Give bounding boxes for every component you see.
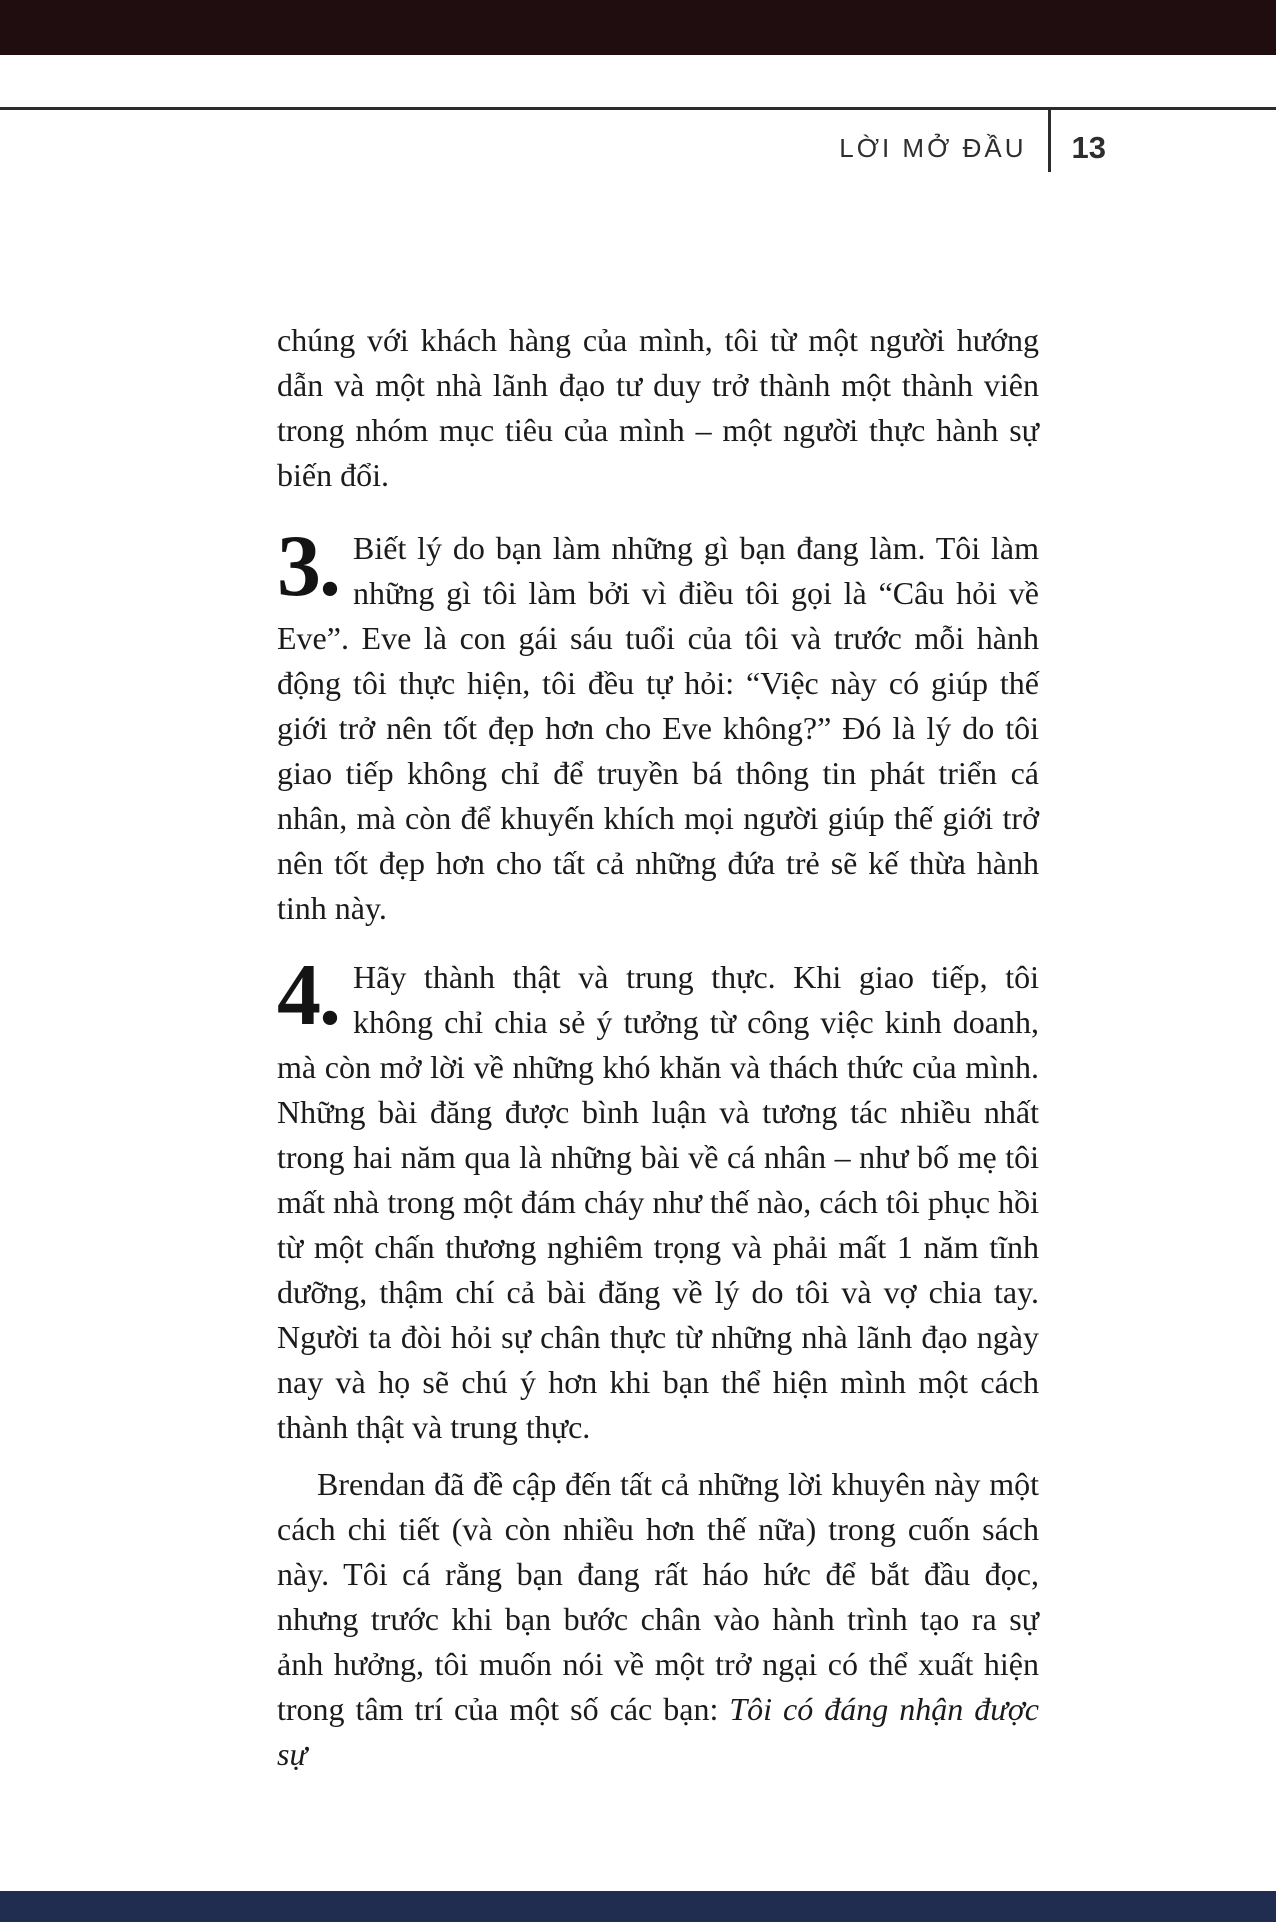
numbered-item-4 — [277, 947, 1039, 1450]
numbered-item-3 — [277, 518, 1039, 931]
item-3-text: Biết lý do bạn làm những gì bạn đang làm. Tôi làm những gì tôi làm bởi vì điều tôi gọi là “Câu hỏi về Eve”. Eve là con gái sáu tuổi của tôi và trước mỗi hành động tôi thực hiện, tôi đều tự hỏi: “Việc này có giúp thế giới trở nên tốt đẹp hơn cho Eve không?” Đó là lý do tôi giao tiếp không chỉ để truyền bá thông tin phát triển cá nhân, mà còn để khuyến khích mọi người giúp thế giới trở nên tốt đẹp hơn cho tất cả những đứa trẻ sẽ kế thừa hành tinh này. — [277, 530, 1039, 926]
item-4-number: 4. — [277, 947, 339, 1044]
item-4-text: Hãy thành thật và trung thực. Khi giao tiếp, tôi không chỉ chia sẻ ý tưởng từ công việc kinh doanh, mà còn mở lời về những khó khăn và thách thức của mình. Những bài đăng được bình luận và tương tác nhiều nhất trong hai năm qua là những bài về cá nhân – như bố mẹ tôi mất nhà trong một đám cháy như thế nào, cách tôi phục hồi từ một chấn thương nghiêm trọng và phải mất 1 năm tĩnh dưỡng, thậm chí cả bài đăng về lý do tôi và vợ chia tay. Người ta đòi hỏi sự chân thực từ những nhà lãnh đạo ngày nay và họ sẽ chú ý hơn khi bạn thể hiện mình một cách thành thật và trung thực. — [277, 959, 1039, 1445]
bottom-edge-strip — [0, 1891, 1276, 1922]
body-text-column — [277, 318, 1039, 1777]
top-edge-strip — [0, 0, 1276, 55]
continuation-paragraph: chúng với khách hàng của mình, tôi từ một người hướng dẫn và một nhà lãnh đạo tư duy trở thành một thành viên trong nhóm mục tiêu của mình – một người thực hành sự biến đổi. — [277, 322, 1039, 493]
closing-paragraph-italic: Tôi có đáng nhận được sự — [277, 1691, 1040, 1772]
section-label: LỜI MỞ ĐẦU — [839, 133, 1027, 163]
closing-paragraph-lead: Brendan đã đề cập đến tất cả những lời khuyên này một cách chi tiết (và còn nhiều hơn thế nữa) trong cuốn sách này. Tôi cá rằng bạn đang rất háo hức để bắt đầu đọc, nhưng trước khi bạn bước chân vào hành trình tạo ra sự ảnh hưởng, tôi muốn nói về một trở ngại có thể xuất hiện trong tâm trí của một số các bạn: — [277, 1466, 1039, 1727]
page-number: 13 — [1071, 130, 1106, 165]
running-head — [839, 110, 1106, 172]
header-divider — [1048, 110, 1051, 172]
closing-paragraph — [277, 1462, 1039, 1777]
item-3-number: 3. — [277, 518, 339, 615]
